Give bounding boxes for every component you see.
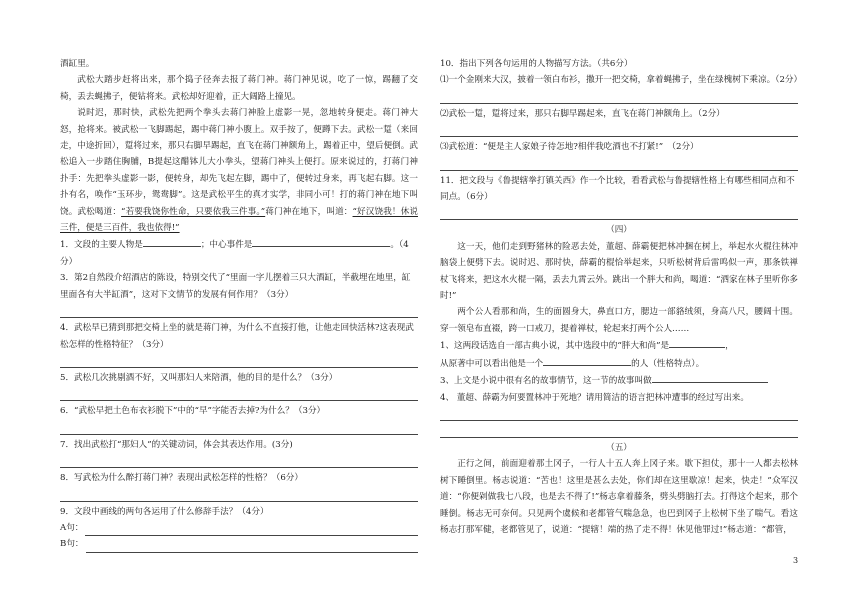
question-7: 7．找出武松打“那妇人”的关键动词，体会其表达作用。(3分) — [60, 439, 293, 450]
answer-row-b — [60, 536, 418, 552]
underlined-sentence-a: “若要我饶你性命，只要依我三件事。” — [121, 206, 266, 217]
answer-line[interactable] — [440, 156, 798, 171]
answer-line[interactable] — [440, 122, 798, 137]
answer-line[interactable] — [440, 89, 798, 104]
answer-line[interactable] — [60, 386, 418, 401]
answer-label-b: B句： — [60, 539, 84, 550]
answer-line[interactable] — [60, 487, 418, 502]
passage-paragraph-1: 武松大踏步赶将出来，那个捣子径奔去报了蒋门神。蒋门神见说，吃了一惊，踢翻了交椅，丢去蝇拂子，便钻将来。武松却好迎着，正大阔路上撞见。 — [60, 75, 418, 102]
passage-4-paragraph-2: 两个公人看那和尚，生的面圆身大，鼻直口方，腮边一部貉绒须，身高八尺，腰阔十围。穿一领皂布直裰，跨一口戒刀，提着禅杖，轮起来打两个公人…… — [440, 307, 798, 334]
answer-line[interactable] — [440, 423, 798, 438]
question-5: 5．武松几次挑剔酒不好，又叫那妇人来陪酒，他的目的是什么？（3分） — [60, 372, 338, 383]
answer-blank[interactable] — [669, 337, 725, 348]
answer-line[interactable] — [60, 303, 418, 318]
answer-line[interactable] — [60, 420, 418, 435]
answer-blank-a[interactable] — [85, 525, 418, 536]
answer-line[interactable] — [440, 406, 798, 421]
question-4-1: 1、这两段话选自一部古典小说，其中选段中的“胖大和尚”是 ， — [440, 337, 798, 354]
question-6: 6．“武松早把土色布衣衫脱下”中的“早”字能否去掉?为什么？（3分） — [60, 406, 326, 417]
passage-text: 说时迟，那时快，武松先把两个拳头去蒋门神脸上虚影一晃，忽地转身便走。蒋门神大怒，抢将来。被武松一飞脚踢起，踢中蒋门神小腹上。双手按了，便蹲下去。武松一踅（来回走，中途折回），踅将过来，那只右脚早踢起，直飞在蒋门神额角上，踢着正中，望后便倒。武松追入一步踏住胸脯，B提起这醋钵儿大小拳头，望蒋门神头上便打。原来说过的，打蒋门神扑手：先把拳头虚影一影，便转身，却先飞起左脚，踢中了，便转过身来，再飞起右脚。这一扑有名，唤作“玉环步，鸳鸯脚”。这是武松平生的真才实学，非同小可！打的蒋门神在地下叫饶。武松喝道： — [60, 108, 418, 217]
answer-blank-b[interactable] — [86, 542, 418, 553]
question-4-1-cont: 从原著中可以看出他是一个 的人（性格特点）。 — [440, 355, 798, 372]
answer-blank[interactable] — [652, 372, 768, 383]
question-8: 8．写武松为什么醉打蒋门神？表现出武松怎样的性格？（6分） — [60, 473, 303, 484]
section-heading-4: （四） — [606, 225, 632, 236]
question-11: 11．把文段与《鲁提辖拳打镇关西》作一个比较，看看武松与鲁提辖性格上有哪些相同点和不同点。（6分） — [440, 175, 795, 203]
passage-text: 蒋门神在地下，叫道： — [265, 206, 353, 217]
section-heading-5: （五） — [606, 442, 632, 453]
answer-blank[interactable] — [143, 236, 201, 247]
answer-blank[interactable] — [252, 236, 390, 247]
question-4-3: 3、上文是小说中很有名的故事情节，这一节的故事叫做 — [440, 372, 798, 389]
answer-blank[interactable] — [543, 355, 631, 366]
answer-row-a — [60, 520, 418, 536]
question-10-3: ⑶武松道：“便是主人家娘子待怎地?相伴我吃酒也不打紧!” （2分） — [440, 142, 699, 153]
question-10-2: ⑵武松一踅，踅将过来，那只右脚早踢起来，直飞在蒋门神额角上。（2分） — [440, 108, 725, 119]
passage-continuation: 酒缸里。 — [60, 59, 95, 69]
question-10: 10．指出下列各句运用的人物描写方法。（共6分） — [440, 59, 633, 69]
answer-line[interactable] — [440, 205, 798, 220]
question-1: 1．文段的主要人物是 ；中心事件是 。（4分） — [60, 236, 418, 270]
page-number: 3 — [793, 556, 799, 565]
passage-5-paragraph: 正行之间，前面迎着那土冈子，一行人十五人奔上冈子来。歇下担仗，那十一人都去松林树下睡倒里。杨志说道：“苦也！这里是甚么去处，你们却在这里歇凉！起来，快走！”众军汉道：“你便剁做我七八段，也是去不得了!”杨志拿着藤条，劈头劈脑打去。打得这个起来，那个睡倒。杨志无可奈何。只见两个虞候和老都管气喘急急，也巴到冈子上松树下坐了喘气。看这杨志打那军健，老都管见了，说道：“提辖！端的热了走不得！休见他罪过!”杨志道：“都管， — [440, 459, 798, 535]
passage-paragraph-2 — [60, 105, 418, 236]
left-column — [60, 56, 418, 553]
right-column — [440, 56, 803, 538]
answer-line[interactable] — [60, 353, 418, 368]
answer-line[interactable] — [60, 453, 418, 468]
question-4: 4．武松早已猜到那把交椅上坐的就是蒋门神，为什么不直接打他，让他走回快活林?这表现武松怎样的性格特征？（3分） — [60, 323, 414, 350]
question-10-1: ⑴一个金刚来大汉，披着一领白布衫，撒开一把交椅，拿着蝇拂子，坐在绿槐树下乘凉。（2分） — [440, 75, 803, 86]
question-9: 9．文段中画线的两句各运用了什么修辞手法？（4分） — [60, 506, 269, 517]
passage-4-paragraph-1: 这一天，他们走到野猪林的险恶去处，董超、薛霸便把林冲捆在树上，举起水火棍往林冲脑袋上便劈下去。说时迟、那时快，薛霸的棍恰举起来，只听松树背后雷鸣似一声，那条铁禅杖飞将来，把这水火棍一隔，丢去九霄云外。跳出一个胖大和尚，喝道：“洒家在林子里听你多时!” — [440, 241, 798, 302]
question-4-4: 4、 董超、薛霸为何要置林冲于死地？请用简洁的语言把林冲遭事的经过写出来。 — [440, 392, 749, 403]
answer-label-a: A句： — [60, 522, 84, 533]
question-3: 3．第2自然段介绍酒店的陈设，特别交代了“里面一字儿摆着三只大酒缸，半截埋在地里，缸里面各有大半缸酒”，这对下文情节的发展有何作用？（3分） — [60, 273, 411, 300]
underlined-sentence-b: “好汉饶我！休说三件，便是三百件，我也依得!” — [60, 206, 418, 234]
